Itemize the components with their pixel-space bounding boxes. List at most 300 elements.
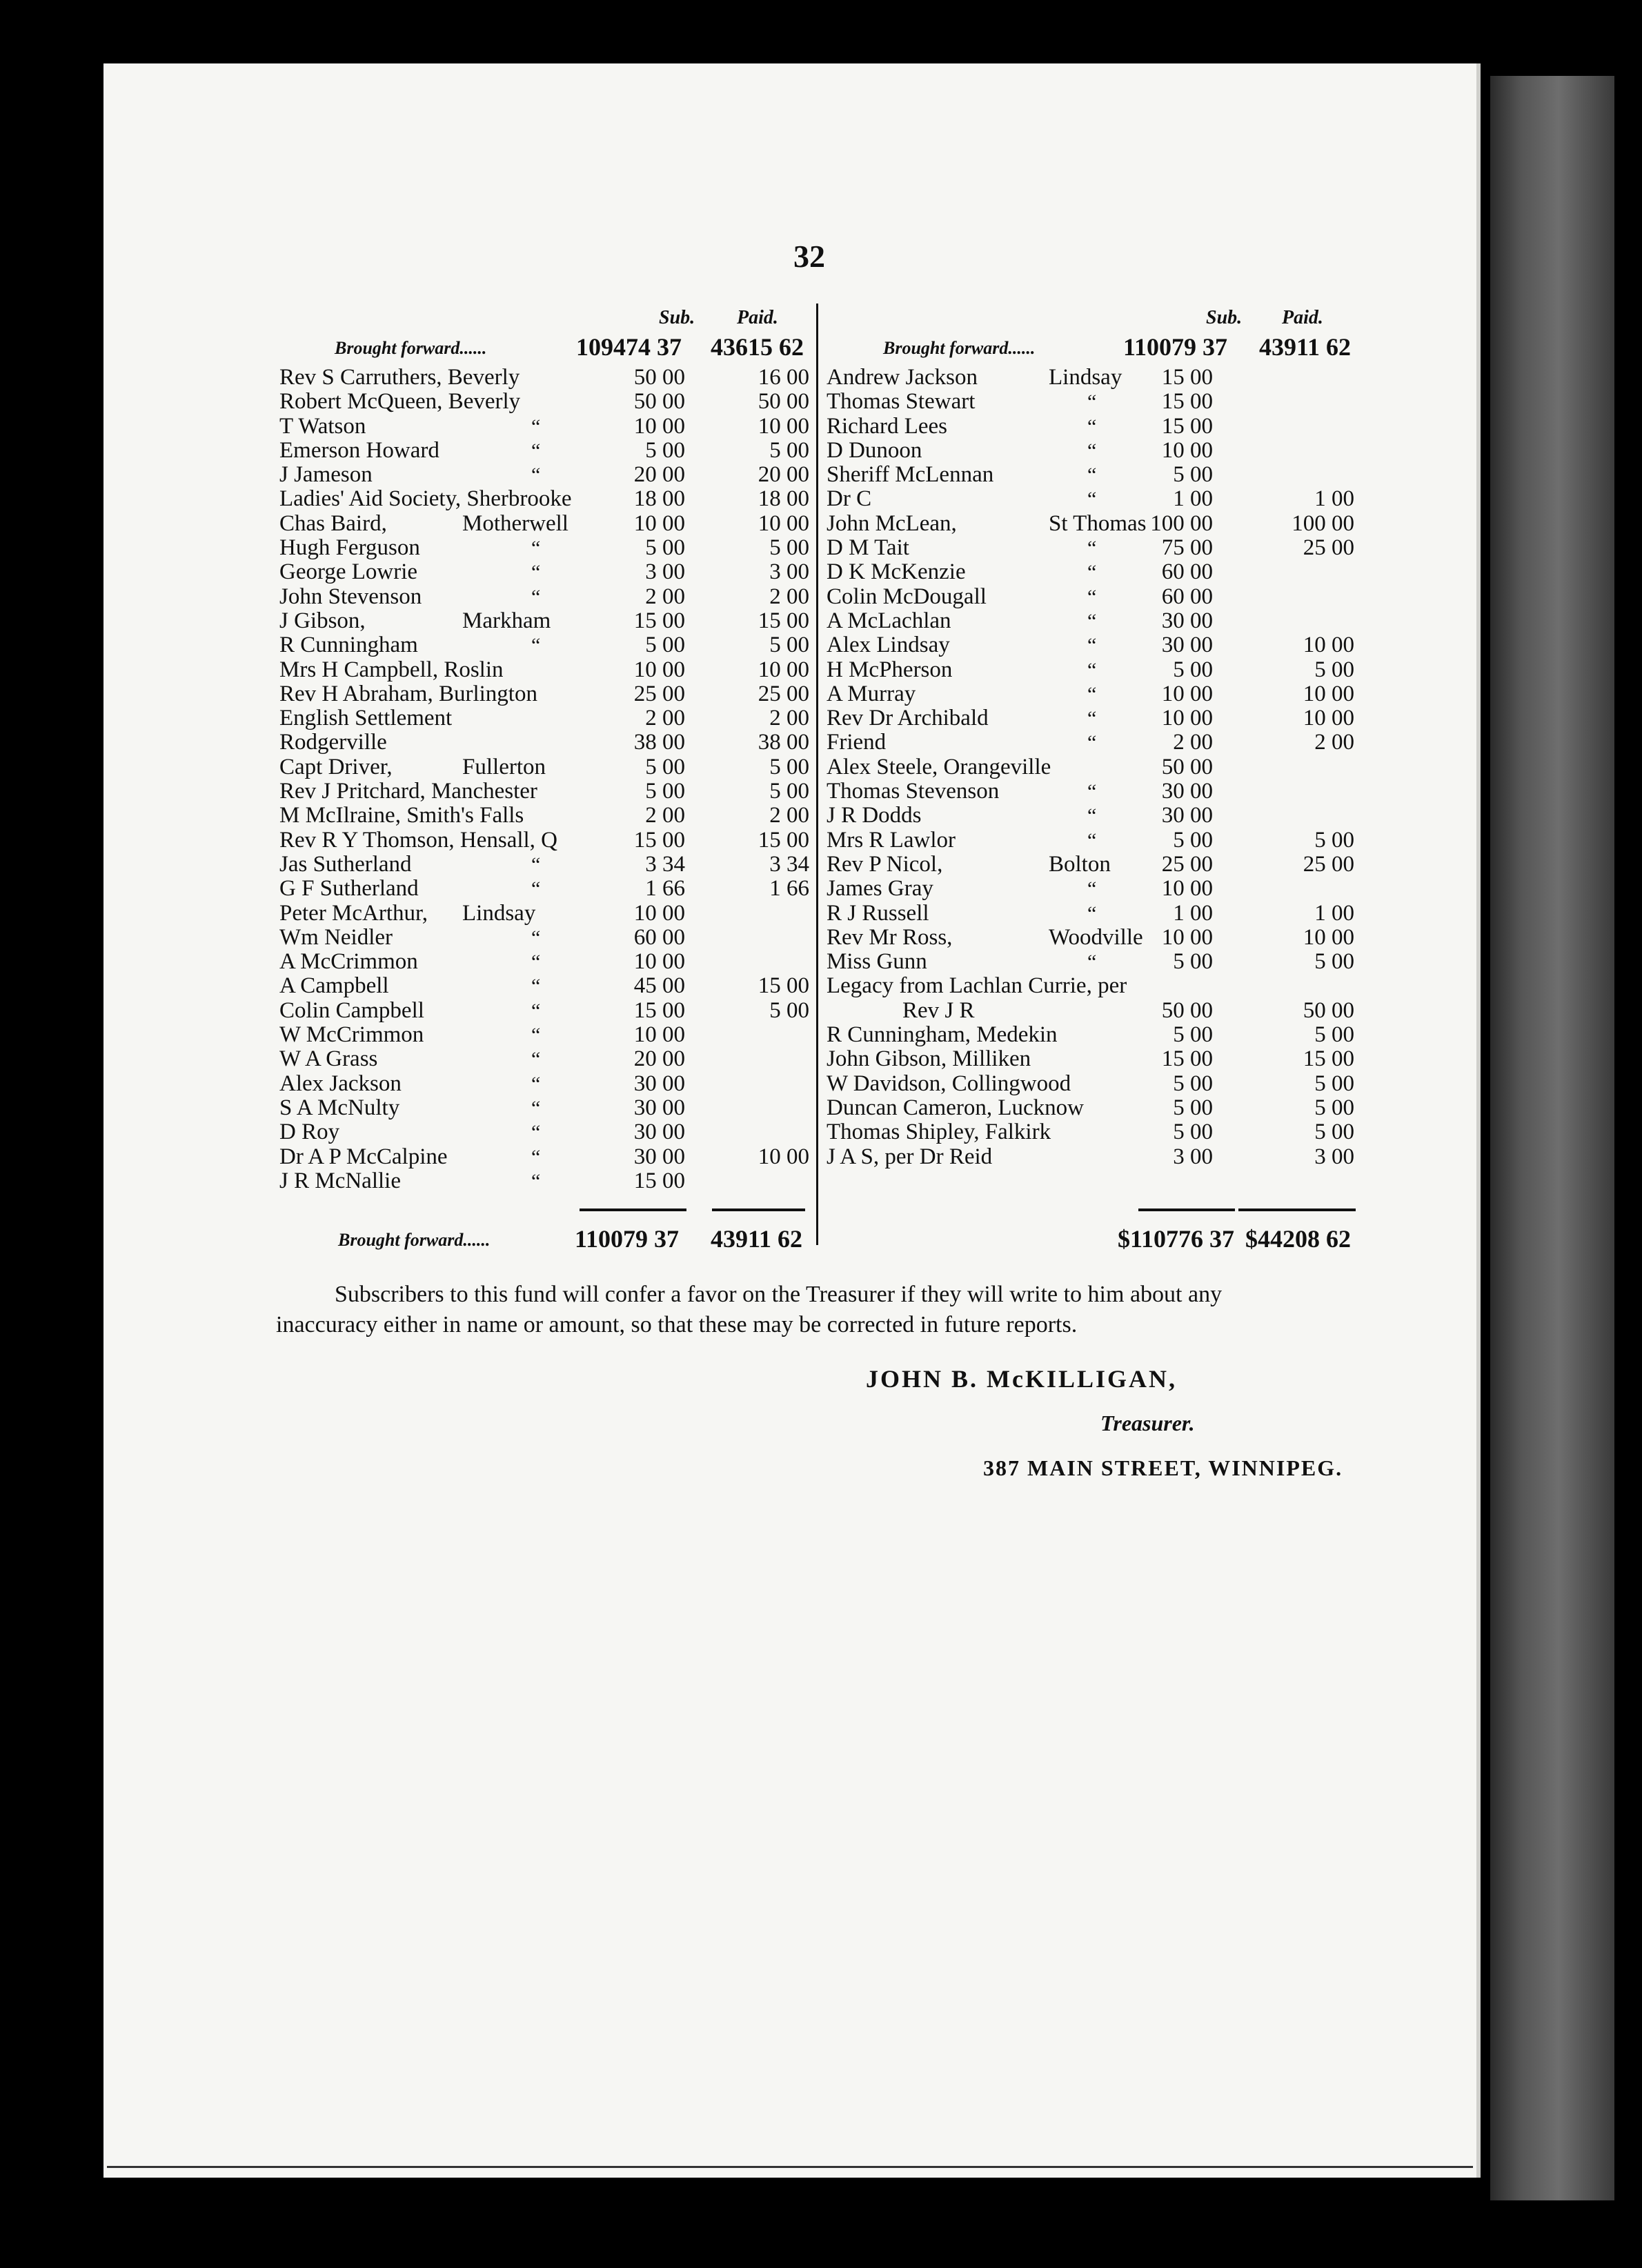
subscriber-name: A Murray [827,681,916,706]
ditto-mark: “ [1087,951,1097,974]
subscribed-amount: 3 34 [645,851,685,877]
subscribed-amount: 38 00 [633,730,685,755]
subscribed-amount: 10 00 [1161,924,1213,950]
subscriber-name: Alex Lindsay [827,633,950,658]
subscriber-row [827,974,1365,998]
subscriber-row [827,999,1365,1023]
ditto-mark: “ [1087,877,1097,901]
subscriber-name: Rev P Nicol, [827,851,943,877]
subscriber-name: Alex Jackson [279,1071,402,1096]
subscriber-name: John Stevenson [279,584,422,609]
ditto-mark: “ [531,439,541,462]
subscriber-row [279,1047,811,1071]
page-number: 32 [793,239,825,274]
ditto-mark: “ [1087,561,1097,584]
subscribed-amount: 100 00 [1150,510,1213,536]
subscribed-amount: 5 00 [1173,1095,1213,1120]
page-edge-shadow [1490,76,1614,2200]
subscriber-name: Colin McDougall [827,584,987,609]
subscribed-amount: 5 00 [1173,1120,1213,1145]
subscriber-place: Lindsay [1049,365,1122,390]
paid-amount: 100 00 [1292,510,1354,536]
subscriber-row [827,804,1365,828]
subscriber-name: Rev Mr Ross, [827,924,953,950]
right-sub-header: Sub. [1206,307,1243,328]
subscriber-name: Alex Steele, Orangeville [827,754,1051,779]
subscribed-amount: 5 00 [645,754,685,779]
paid-amount: 1 00 [1314,900,1354,926]
subscriber-row [827,487,1365,511]
subscriber-row [827,779,1365,804]
subscriber-row [827,902,1365,926]
subscriber-name: John Gibson, Milliken [827,1046,1031,1072]
subscriber-name: George Lowrie [279,559,418,585]
subscribed-amount: 30 00 [1161,633,1213,658]
right-brought-forward-label: Brought forward...... [883,338,1036,358]
paid-amount: 5 00 [1314,949,1354,975]
subscribed-amount: 3 00 [1173,1144,1213,1169]
subscriber-row [279,974,811,998]
subscriber-row [827,560,1365,584]
subscribed-amount: 30 00 [633,1071,685,1096]
subscribed-amount: 2 00 [1173,730,1213,755]
paid-amount: 3 00 [1314,1144,1354,1169]
subscriber-row [827,1145,1365,1169]
subscriber-name: S A McNulty [279,1095,400,1120]
subscriber-name: J Gibson, [279,608,366,633]
ditto-mark: “ [1087,682,1097,706]
subscribed-amount: 45 00 [633,973,685,999]
subscriber-name: Peter McArthur, [279,900,428,926]
subscriber-row [279,487,811,511]
subscribed-amount: 10 00 [1161,876,1213,902]
subscriber-name: D Dunoon [827,437,922,463]
subscriber-row [279,609,811,633]
subscribed-amount: 5 00 [645,437,685,463]
subscriber-row [279,585,811,609]
subscriber-name: J R McNallie [279,1168,401,1193]
paid-amount: 50 00 [758,389,809,415]
subscriber-row [279,682,811,706]
ditto-mark: “ [1087,707,1097,730]
subscribed-amount: 60 00 [1161,584,1213,609]
subscriber-row [827,658,1365,682]
subscriber-name: G F Sutherland [279,876,419,902]
subscribed-amount: 5 00 [1173,462,1213,488]
ditto-mark: “ [1087,439,1097,462]
ditto-mark: “ [1087,488,1097,511]
subscriber-place: Lindsay [462,900,536,926]
subscriber-place: St Thomas [1049,510,1147,536]
subscriber-name: Thomas Stewart [827,389,976,415]
subscriber-name: English Settlement [279,706,453,731]
subscribed-amount: 30 00 [1161,779,1213,804]
left-paid-total-rule [712,1208,805,1211]
right-brought-forward-sub: 110079 37 [1123,333,1228,361]
subscriber-name: Capt Driver, [279,754,393,779]
subscribed-amount: 10 00 [1161,437,1213,463]
subscriber-row [279,926,811,950]
subscriber-name: Miss Gunn [827,949,927,975]
subscriber-row [827,536,1365,560]
subscribed-amount: 60 00 [633,924,685,950]
subscribed-amount: 10 00 [633,949,685,975]
subscribed-amount: 30 00 [1161,803,1213,828]
paid-amount: 3 00 [769,559,809,585]
subscriber-row [279,439,811,463]
subscriber-row [827,1023,1365,1047]
subscribed-amount: 15 00 [1161,389,1213,415]
subscriber-name: D M Tait [827,535,909,561]
subscriber-name: R J Russell [827,900,929,926]
subscribed-amount: 20 00 [633,1046,685,1072]
left-total-label: Brought forward...... [338,1230,491,1250]
right-sub-total-rule [1138,1208,1235,1211]
left-total-sub: 110079 37 [575,1225,680,1253]
subscriber-name: Rev J R [902,997,975,1023]
left-total-paid: 43911 62 [711,1225,803,1253]
subscriber-name: Rodgerville [279,730,387,755]
subscribed-amount: 10 00 [1161,681,1213,706]
paid-amount: 25 00 [758,681,809,706]
subscriber-name: Duncan Cameron, Lucknow [827,1095,1084,1120]
subscribed-amount: 15 00 [1161,1046,1213,1072]
subscriber-name: James Gray [827,876,933,902]
subscribed-amount: 60 00 [1161,559,1213,585]
subscriber-row [827,682,1365,706]
subscriber-row [827,1072,1365,1096]
ditto-mark: “ [531,464,541,487]
subscribed-amount: 1 66 [645,876,685,902]
subscriber-row [827,950,1365,974]
subscriber-row [827,877,1365,901]
subscribed-amount: 10 00 [633,900,685,926]
subscriber-name: Legacy from Lachlan Currie, per [827,973,1127,999]
subscribed-amount: 50 00 [1161,754,1213,779]
subscriber-row [279,415,811,439]
ditto-mark: “ [1087,464,1097,487]
subscriber-row [827,730,1365,755]
subscribed-amount: 25 00 [1161,851,1213,877]
subscriber-name: Colin Campbell [279,997,424,1023]
subscriber-name: Chas Baird, [279,510,387,536]
right-brought-forward-paid: 43911 62 [1259,333,1352,361]
subscriber-name: J A S, per Dr Reid [827,1144,993,1169]
paid-amount: 5 00 [769,997,809,1023]
subscribed-amount: 5 00 [1173,657,1213,682]
ditto-mark: “ [1087,731,1097,755]
subscribed-amount: 20 00 [633,462,685,488]
ditto-mark: “ [531,999,541,1022]
subscriber-row [279,804,811,828]
subscribed-amount: 25 00 [633,681,685,706]
ditto-mark: “ [1087,390,1097,414]
ditto-mark: “ [531,415,541,438]
subscriber-row [827,633,1365,657]
subscriber-name: A McCrimmon [279,949,418,975]
subscriber-row [827,755,1365,779]
paid-amount: 25 00 [1303,851,1354,877]
subscriber-row [827,926,1365,950]
subscriber-name: Robert McQueen, Beverly [279,389,521,415]
paid-amount: 5 00 [1314,657,1354,682]
ditto-mark: “ [1087,415,1097,438]
subscriber-name: Dr C [827,486,872,512]
subscribed-amount: 15 00 [633,1168,685,1193]
left-brought-forward-sub: 109474 37 [576,333,682,361]
subscribed-amount: 5 00 [1173,1071,1213,1096]
subscriber-row [279,1096,811,1120]
paid-amount: 5 00 [769,437,809,463]
subscribed-amount: 15 00 [633,608,685,633]
paid-amount: 15 00 [758,973,809,999]
subscriber-row [279,828,811,853]
subscriber-name: Thomas Shipley, Falkirk [827,1120,1051,1145]
subscriber-name: Jas Sutherland [279,851,412,877]
paid-amount: 50 00 [1303,997,1354,1023]
subscribed-amount: 50 00 [1161,997,1213,1023]
subscriber-name: Friend [827,730,887,755]
paid-amount: 10 00 [758,413,809,439]
paid-amount: 25 00 [1303,535,1354,561]
left-brought-forward-label: Brought forward...... [335,338,487,358]
subscriber-row [279,560,811,584]
subscribed-amount: 2 00 [645,584,685,609]
subscribed-amount: 75 00 [1161,535,1213,561]
subscriber-row [279,999,811,1023]
left-sub-total-rule [580,1208,686,1211]
ditto-mark: “ [531,1169,541,1193]
subscriber-row [279,950,811,974]
subscriber-row [279,1145,811,1169]
paid-amount: 10 00 [1303,633,1354,658]
subscribed-amount: 10 00 [1161,706,1213,731]
subscribed-amount: 15 00 [633,827,685,853]
subscriber-place: Markham [462,608,551,633]
subscriber-row [279,755,811,779]
subscriber-name: W Davidson, Collingwood [827,1071,1071,1096]
right-paid-total-rule [1238,1208,1356,1211]
left-brought-forward-paid: 43615 62 [711,333,804,361]
paid-amount: 10 00 [758,510,809,536]
subscriber-row [827,366,1365,390]
subscriber-name: Sheriff McLennan [827,462,994,488]
left-paid-header: Paid. [737,307,778,328]
subscriber-place: Bolton [1049,851,1111,877]
subscriber-row [827,439,1365,463]
subscribed-amount: 5 00 [645,535,685,561]
subscriber-name: W McCrimmon [279,1022,424,1048]
subscriber-row [827,463,1365,487]
subscribed-amount: 10 00 [633,1022,685,1048]
subscriber-place: Woodville [1049,924,1143,950]
ditto-mark: “ [1087,658,1097,682]
subscriber-row [827,585,1365,609]
subscriber-row [279,853,811,877]
right-paid-header: Paid. [1282,307,1323,328]
paid-amount: 2 00 [769,706,809,731]
ditto-mark: “ [1087,537,1097,560]
subscribed-amount: 18 00 [633,486,685,512]
subscriber-name: M McIlraine, Smith's Falls [279,803,524,828]
subscriber-row [279,1169,811,1193]
ditto-mark: “ [531,585,541,608]
ditto-mark: “ [531,634,541,657]
subscribed-amount: 1 00 [1173,900,1213,926]
ditto-mark: “ [531,537,541,560]
paid-amount: 2 00 [769,803,809,828]
subscriber-row [827,1047,1365,1071]
subscriber-name: Rev R Y Thomson, Hensall, Q [279,827,558,853]
right-subscriber-list [827,366,1365,1169]
paid-amount: 5 00 [1314,1022,1354,1048]
subscribed-amount: 30 00 [1161,608,1213,633]
subscriber-name: Andrew Jackson [827,365,978,390]
ditto-mark: “ [531,926,541,949]
subscribed-amount: 50 00 [633,389,685,415]
subscriber-row [279,366,811,390]
ditto-mark: “ [1087,804,1097,828]
paid-amount: 15 00 [758,608,809,633]
subscribed-amount: 10 00 [633,657,685,682]
subscriber-row [827,853,1365,877]
ditto-mark: “ [531,1072,541,1095]
subscribed-amount: 10 00 [633,413,685,439]
subscribed-amount: 5 00 [645,779,685,804]
subscriber-name: W A Grass [279,1046,378,1072]
subscriber-row [827,415,1365,439]
paid-amount: 15 00 [1303,1046,1354,1072]
subscribed-amount: 2 00 [645,706,685,731]
paid-amount: 18 00 [758,486,809,512]
subscriber-name: H McPherson [827,657,953,682]
ditto-mark: “ [531,561,541,584]
subscriber-row [279,1023,811,1047]
left-subscriber-list [279,366,811,1193]
subscribed-amount: 2 00 [645,803,685,828]
subscriber-name: R Cunningham [279,633,418,658]
subscriber-name: J Jameson [279,462,373,488]
subscribed-amount: 15 00 [1161,365,1213,390]
ditto-mark: “ [1087,634,1097,657]
subscriber-name: T Watson [279,413,366,439]
paid-amount: 5 00 [1314,1120,1354,1145]
paid-amount: 5 00 [1314,1071,1354,1096]
left-sub-header: Sub. [659,307,695,328]
subscriber-name: Rev S Carruthers, Beverly [279,365,520,390]
subscriber-note [276,1280,1359,1340]
subscriber-name: Thomas Stevenson [827,779,1000,804]
ditto-mark: “ [1087,902,1097,925]
subscriber-row [827,512,1365,536]
note-line-1: Subscribers to this fund will confer a favor on the Treasurer if they will write to him about any [335,1282,1223,1307]
paid-amount: 5 00 [1314,827,1354,853]
subscriber-name: D Roy [279,1120,340,1145]
subscribed-amount: 30 00 [633,1095,685,1120]
subscriber-name: A McLachlan [827,608,951,633]
paid-amount: 10 00 [758,657,809,682]
subscribed-amount: 50 00 [633,365,685,390]
subscriber-name: Dr A P McCalpine [279,1144,448,1169]
subscribed-amount: 30 00 [633,1144,685,1169]
subscriber-name: Rev J Pritchard, Manchester [279,779,537,804]
paid-amount: 5 00 [769,535,809,561]
subscriber-row [279,463,811,487]
paid-amount: 5 00 [769,633,809,658]
subscriber-row [827,828,1365,853]
subscriber-row [279,779,811,804]
ditto-mark: “ [1087,780,1097,804]
subscriber-name: Wm Neidler [279,924,393,950]
paid-amount: 5 00 [769,754,809,779]
ditto-mark: “ [531,1024,541,1047]
subscriber-row [279,877,811,901]
subscriber-name: Hugh Ferguson [279,535,420,561]
subscriber-row [279,1120,811,1144]
subscribed-amount: 15 00 [633,997,685,1023]
subscribed-amount: 15 00 [1161,413,1213,439]
treasurer-address: 387 MAIN STREET, WINNIPEG. [983,1455,1343,1480]
subscriber-name: Richard Lees [827,413,948,439]
subscriber-name: R Cunningham, Medekin [827,1022,1058,1048]
subscribed-amount: 3 00 [645,559,685,585]
subscriber-row [827,609,1365,633]
subscribed-amount: 5 00 [645,633,685,658]
subscriber-name: Rev Dr Archibald [827,706,989,731]
ditto-mark: “ [531,1048,541,1071]
paid-amount: 10 00 [1303,706,1354,731]
subscribed-amount: 30 00 [633,1120,685,1145]
subscriber-name: John McLean, [827,510,957,536]
subscriber-row [279,658,811,682]
paid-amount: 10 00 [1303,681,1354,706]
subscriber-name: J R Dodds [827,803,922,828]
paid-amount: 38 00 [758,730,809,755]
ditto-mark: “ [531,1121,541,1144]
ditto-mark: “ [1087,585,1097,608]
ditto-mark: “ [1087,609,1097,633]
subscriber-row [827,1096,1365,1120]
paid-amount: 1 66 [769,876,809,902]
subscriber-name: Mrs R Lawlor [827,827,956,853]
subscribed-amount: 5 00 [1173,1022,1213,1048]
subscriber-row [827,1120,1365,1144]
ditto-mark: “ [1087,828,1097,852]
subscriber-name: Rev H Abraham, Burlington [279,681,537,706]
ditto-mark: “ [531,1145,541,1168]
treasurer-name: JOHN B. McKILLIGAN, [866,1365,1178,1393]
subscriber-place: Motherwell [462,510,568,536]
subscribed-amount: 1 00 [1173,486,1213,512]
paid-amount: 3 34 [769,851,809,877]
ditto-mark: “ [531,877,541,901]
subscribed-amount: 5 00 [1173,827,1213,853]
subscriber-name: A Campbell [279,973,389,999]
subscribed-amount: 5 00 [1173,949,1213,975]
paid-amount: 1 00 [1314,486,1354,512]
ditto-mark: “ [531,853,541,876]
ditto-mark: “ [531,975,541,998]
paid-amount: 16 00 [758,365,809,390]
subscriber-row [279,902,811,926]
ditto-mark: “ [531,951,541,974]
subscriber-row [279,706,811,730]
subscriber-row [279,536,811,560]
subscriber-row [827,706,1365,730]
subscriber-row [279,512,811,536]
subscriber-name: Mrs H Campbell, Roslin [279,657,504,682]
paid-amount: 2 00 [1314,730,1354,755]
